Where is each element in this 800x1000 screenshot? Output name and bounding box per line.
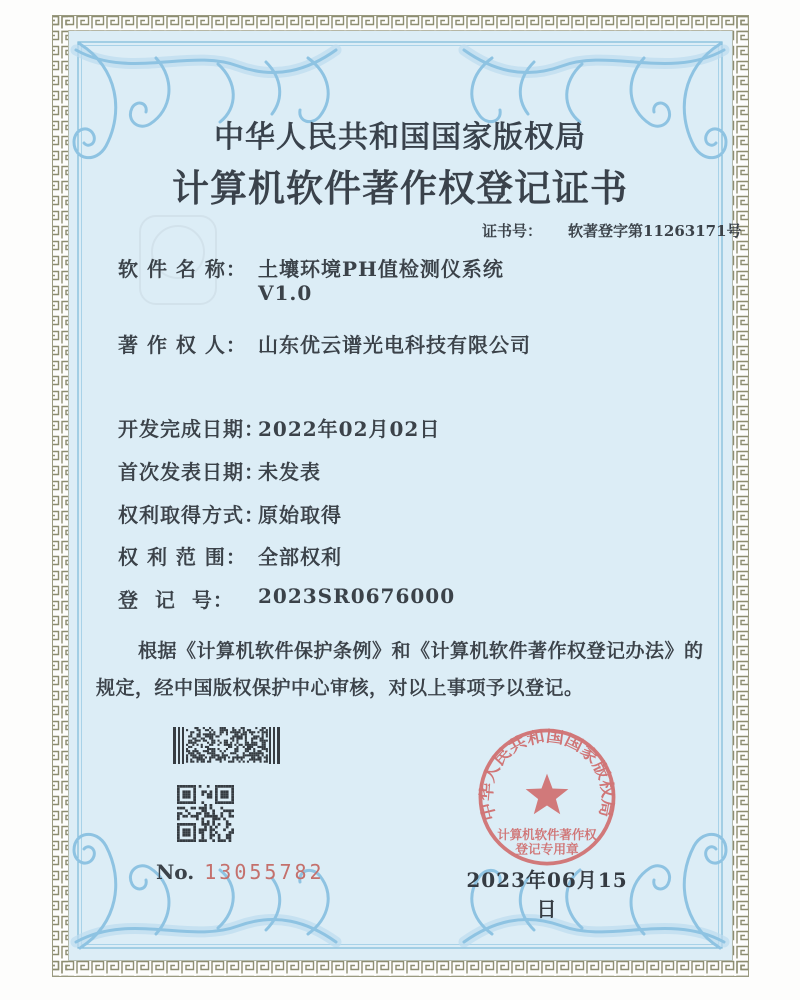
field-value: 原始取得 [258,503,342,527]
official-seal [472,722,622,872]
seal-subtitle-line1: 计算机软件著作权 [497,827,598,843]
seal-subtitle-line2: 登记专用章 [515,841,579,857]
field-label: 登 记 号： [118,588,234,612]
field-label: 著 作 权 人： [118,333,247,357]
field-value: 2022年02月02日 [258,417,441,441]
issuer-title: 中华人民共和国国家版权局 [214,120,586,155]
field-value: V1.0 [258,281,313,305]
field-value: 全部权利 [258,545,342,569]
certificate-number-line [482,220,742,241]
seal-ring-text: 中华人民共和国国家版权局 [476,726,618,823]
qr-code-icon [177,785,234,842]
certificate-title: 计算机软件著作权登记证书 [172,166,628,210]
field-label: 首次发表日期： [118,460,265,484]
field-label: 权 利 范 围： [118,545,247,569]
seal-star-icon [526,774,569,815]
field-value: 土壤环境PH值检测仪系统 [258,257,504,281]
serial-number [156,860,325,884]
serial-prefix: No. [156,860,195,884]
field-label: 权利取得方式： [118,503,265,527]
field-value: 2023SR0676000 [258,584,456,608]
certificate-number-value: 软著登字第11263171号 [568,222,742,240]
registration-statement-line1: 根据《计算机软件保护条例》和《计算机软件著作权登记办法》的 [138,640,704,662]
serial-digits: 13055782 [204,860,325,884]
field-label: 开发完成日期： [118,417,265,441]
issue-date: 2023年06月15日 [466,868,628,921]
barcode-icon [173,727,280,764]
field-label: 软 件 名 称： [118,257,247,281]
field-value: 山东优云谱光电科技有限公司 [258,333,531,357]
field-value: 未发表 [258,460,321,484]
registration-statement-line2: 规定，经中国版权保护中心审核，对以上事项予以登记。 [96,677,584,699]
certificate-number-label: 证书号： [482,222,543,240]
